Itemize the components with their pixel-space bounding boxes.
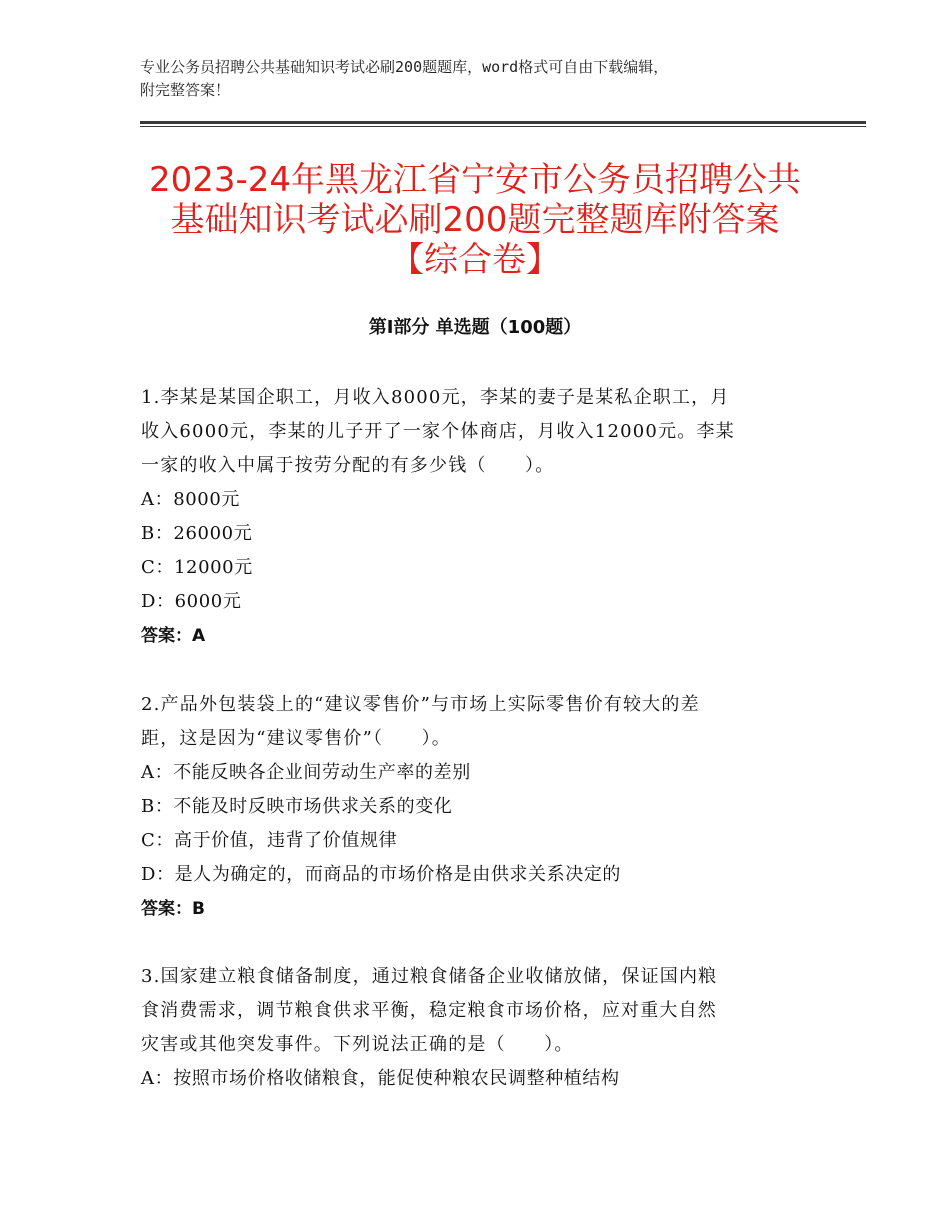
option-a: A：不能反映各企业间劳动生产率的差别: [141, 762, 471, 783]
option-d: D：是人为确定的，而商品的市场价格是由供求关系决定的: [141, 864, 622, 885]
question-stem: [141, 381, 801, 483]
question-stem: [141, 960, 801, 1062]
question-3: [141, 960, 801, 1096]
stem-line: 收入6000元，李某的儿子开了一家个体商店，月收入12000元。李某: [141, 421, 735, 442]
header-note: [140, 56, 820, 102]
stem-line: 3.国家建立粮食储备制度，通过粮食储备企业收储放储，保证国内粮: [141, 966, 718, 987]
stem-line: 一家的收入中属于按劳分配的有多少钱（ ）。: [141, 455, 555, 476]
answer-line: 答案：A: [141, 626, 206, 646]
option-a: A：8000元: [141, 489, 241, 510]
answer-line: 答案：B: [141, 899, 205, 919]
document-title: [120, 160, 830, 280]
section-heading: 第Ⅰ部分 单选题（100题）: [368, 317, 582, 338]
title-line: 基础知识考试必刷200题完整题库附答案: [170, 200, 780, 240]
option-d: D：6000元: [141, 591, 242, 612]
question-stem: [141, 688, 801, 756]
header-note-line: 附完整答案！: [140, 81, 231, 99]
title-line: 【综合卷】: [390, 240, 560, 280]
header-rule-thick: [140, 121, 866, 124]
question-2: [141, 688, 801, 926]
option-c: C：高于价值，违背了价值规律: [141, 830, 398, 851]
option-b: B：26000元: [141, 523, 253, 544]
stem-line: 食消费需求，调节粮食供求平衡，稳定粮食市场价格，应对重大自然: [141, 1000, 717, 1021]
stem-line: 距，这是因为“建议零售价”（ ）。: [141, 728, 452, 749]
option-b: B：不能及时反映市场供求关系的变化: [141, 796, 453, 817]
header-rule-thin: [140, 126, 866, 127]
title-line: 2023-24年黑龙江省宁安市公务员招聘公共: [148, 160, 802, 200]
stem-line: 2.产品外包装袋上的“建议零售价”与市场上实际零售价有较大的差: [141, 694, 700, 715]
stem-line: 灾害或其他突发事件。下列说法正确的是（ ）。: [141, 1034, 574, 1055]
option-a: A：按照市场价格收储粮食，能促使种粮农民调整种植结构: [141, 1068, 620, 1089]
stem-line: 1.李某是某国企职工，月收入8000元，李某的妻子是某私企职工，月: [141, 387, 730, 408]
option-c: C：12000元: [141, 557, 253, 578]
header-note-line: 专业公务员招聘公共基础知识考试必刷200题题库，word格式可自由下载编辑，: [140, 58, 669, 76]
question-1: [141, 381, 801, 653]
